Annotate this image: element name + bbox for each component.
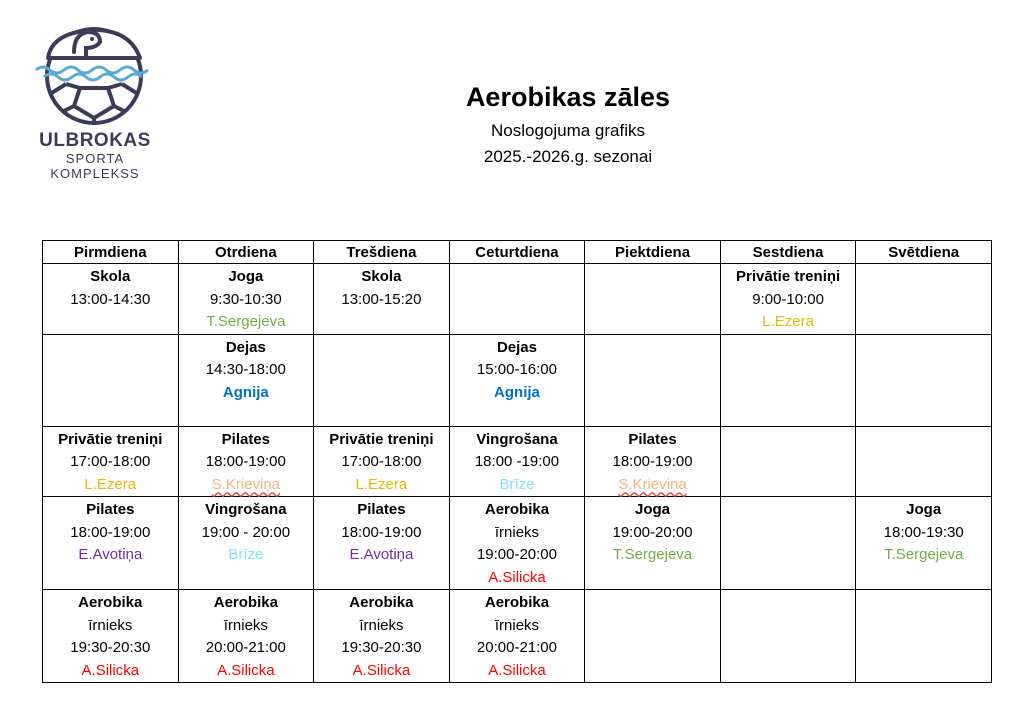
- time-text: 14:30-18:00: [205, 361, 286, 378]
- time-text: 18:00 -19:00: [474, 453, 560, 470]
- activity-name: Vingrošana: [476, 430, 558, 448]
- instructor-name: T.Sergejeva: [612, 546, 693, 563]
- instructor-name: Brīze: [499, 475, 535, 493]
- schedule-table: [42, 240, 992, 683]
- schedule-cell: [178, 334, 314, 426]
- renter-label: īrnieks: [223, 616, 268, 634]
- time-text: 18:00-19:00: [612, 453, 693, 470]
- renter-label: īrnieks: [359, 616, 404, 634]
- renter-label: īrnieks: [494, 523, 540, 541]
- schedule-cell: [43, 590, 179, 683]
- logo-line-2: SPORTA: [65, 151, 125, 166]
- instructor-name: Agnija: [222, 383, 269, 401]
- time-text: 18:00-19:00: [205, 453, 286, 470]
- activity-name: Dejas: [225, 338, 266, 356]
- schedule-cell: [43, 334, 179, 426]
- schedule-cell: [43, 426, 179, 497]
- activity-name: Privātie treniņi: [329, 430, 434, 448]
- turtle-ball-emblem-icon: [30, 14, 160, 130]
- schedule-cell: [856, 334, 992, 426]
- activity-name: Pilates: [628, 430, 677, 448]
- schedule-cell: [585, 334, 721, 426]
- activity-name: Pilates: [357, 501, 406, 518]
- schedule-cell: [720, 426, 856, 497]
- activity-name: Aerobika: [78, 594, 143, 611]
- time-text: 18:00-19:30: [883, 523, 964, 541]
- schedule-cell: [314, 497, 450, 590]
- time-text: 19:30-20:30: [70, 639, 151, 656]
- activity-name: Aerobika: [349, 594, 414, 611]
- activity-name: Privātie treniņi: [735, 268, 841, 285]
- activity-name: Pilates: [221, 430, 271, 448]
- time-text: 20:00-21:00: [205, 639, 286, 656]
- activity-name: Joga: [635, 501, 671, 518]
- schedule-cell: [585, 264, 721, 335]
- schedule-cell: [43, 497, 179, 590]
- instructor-name: S.Krieviņa: [618, 475, 687, 493]
- schedule-cell: [720, 264, 856, 335]
- instructor-name: E.Avotiņa: [78, 546, 143, 563]
- ulbrokas-logo: [30, 14, 160, 184]
- page-subtitle: Noslogojuma grafiks: [490, 121, 645, 140]
- schedule-cell: [178, 590, 314, 683]
- schedule-cell: [314, 334, 450, 426]
- schedule-cell: [178, 264, 314, 335]
- time-text: 19:00 - 20:00: [201, 523, 291, 541]
- instructor-name: T.Sergejeva: [884, 546, 964, 563]
- schedule-row: [43, 590, 992, 683]
- schedule-cell: [449, 590, 585, 683]
- renter-label: īrnieks: [494, 616, 540, 634]
- schedule-cell: [585, 497, 721, 590]
- time-text: 13:00-14:30: [70, 290, 151, 308]
- schedule-cell: [856, 497, 992, 590]
- day-header: Ceturtdiena: [449, 241, 585, 264]
- activity-name: Skola: [90, 268, 131, 285]
- instructor-name: S.Krieviņa: [211, 475, 281, 493]
- time-text: 18:00-19:00: [341, 523, 422, 541]
- activity-name: Aerobika: [484, 594, 550, 611]
- activity-name: Joga: [228, 268, 264, 285]
- schedule-cell: [178, 497, 314, 590]
- schedule-row: [43, 334, 992, 426]
- activity-name: Privātie treniņi: [58, 430, 163, 448]
- activity-name: Aerobika: [213, 594, 278, 611]
- time-text: 19:00-20:00: [612, 523, 693, 541]
- schedule-cell: [856, 264, 992, 335]
- time-text: 9:00-10:00: [752, 290, 824, 308]
- schedule-body: [43, 264, 992, 683]
- schedule-cell: [720, 497, 856, 590]
- logo-line-3: KOMPLEKSS: [50, 166, 140, 181]
- schedule-cell: [856, 590, 992, 683]
- activity-name: Joga: [906, 501, 942, 518]
- schedule-cell: [449, 264, 585, 335]
- schedule-row: [43, 264, 992, 335]
- activity-name: Vingrošana: [205, 501, 287, 518]
- instructor-name: T.Sergejeva: [206, 313, 286, 330]
- schedule-cell: [449, 426, 585, 497]
- time-text: 13:00-15:20: [341, 290, 422, 308]
- instructor-name: Agnija: [494, 383, 540, 401]
- schedule-cell: [720, 590, 856, 683]
- instructor-name: A.Silicka: [488, 568, 546, 586]
- schedule-cell: [856, 426, 992, 497]
- instructor-name: E.Avotiņa: [349, 546, 414, 563]
- schedule-cell: [314, 590, 450, 683]
- season-label: 2025.-2026.g. sezonai: [483, 147, 653, 166]
- schedule-cell: [585, 590, 721, 683]
- schedule-cell: [43, 264, 179, 335]
- schedule-row: [43, 426, 992, 497]
- activity-name: Pilates: [86, 501, 135, 518]
- page-title: Aerobikas zāles: [465, 82, 671, 112]
- schedule-cell: [449, 334, 585, 426]
- time-text: 19:00-20:00: [476, 546, 557, 563]
- day-header: Pirmdiena: [43, 241, 179, 264]
- day-header: Sestdiena: [720, 241, 856, 264]
- day-header: Otrdiena: [178, 241, 314, 264]
- renter-label: īrnieks: [88, 616, 133, 634]
- instructor-name: Brīze: [228, 546, 264, 563]
- activity-name: Skola: [361, 268, 402, 285]
- instructor-name: A.Silicka: [81, 661, 140, 679]
- time-text: 17:00-18:00: [341, 453, 422, 470]
- instructor-name: A.Silicka: [352, 661, 411, 679]
- schedule-row: [43, 497, 992, 590]
- time-text: 20:00-21:00: [476, 639, 557, 656]
- instructor-name: A.Silicka: [488, 661, 546, 679]
- time-text: 18:00-19:00: [70, 523, 151, 541]
- instructor-name: A.Silicka: [217, 661, 275, 679]
- instructor-name: L.Ezera: [355, 475, 408, 493]
- activity-name: Aerobika: [484, 501, 550, 518]
- instructor-name: L.Ezera: [762, 313, 814, 330]
- day-header: Piektdiena: [585, 241, 721, 264]
- schedule-cell: [449, 497, 585, 590]
- time-text: 19:30-20:30: [341, 639, 422, 656]
- day-header: Svētdiena: [856, 241, 992, 264]
- day-header-row: [43, 241, 992, 264]
- time-text: 15:00-16:00: [476, 361, 557, 378]
- day-header: Trešdiena: [314, 241, 450, 264]
- instructor-name: L.Ezera: [84, 475, 137, 493]
- schedule-cell: [585, 426, 721, 497]
- schedule-cell: [720, 334, 856, 426]
- schedule-cell: [314, 264, 450, 335]
- schedule-cell: [178, 426, 314, 497]
- time-text: 9:30-10:30: [209, 290, 282, 308]
- activity-name: Dejas: [496, 338, 537, 356]
- time-text: 17:00-18:00: [70, 453, 151, 470]
- logo-line-1: ULBROKAS: [39, 130, 151, 151]
- schedule-cell: [314, 426, 450, 497]
